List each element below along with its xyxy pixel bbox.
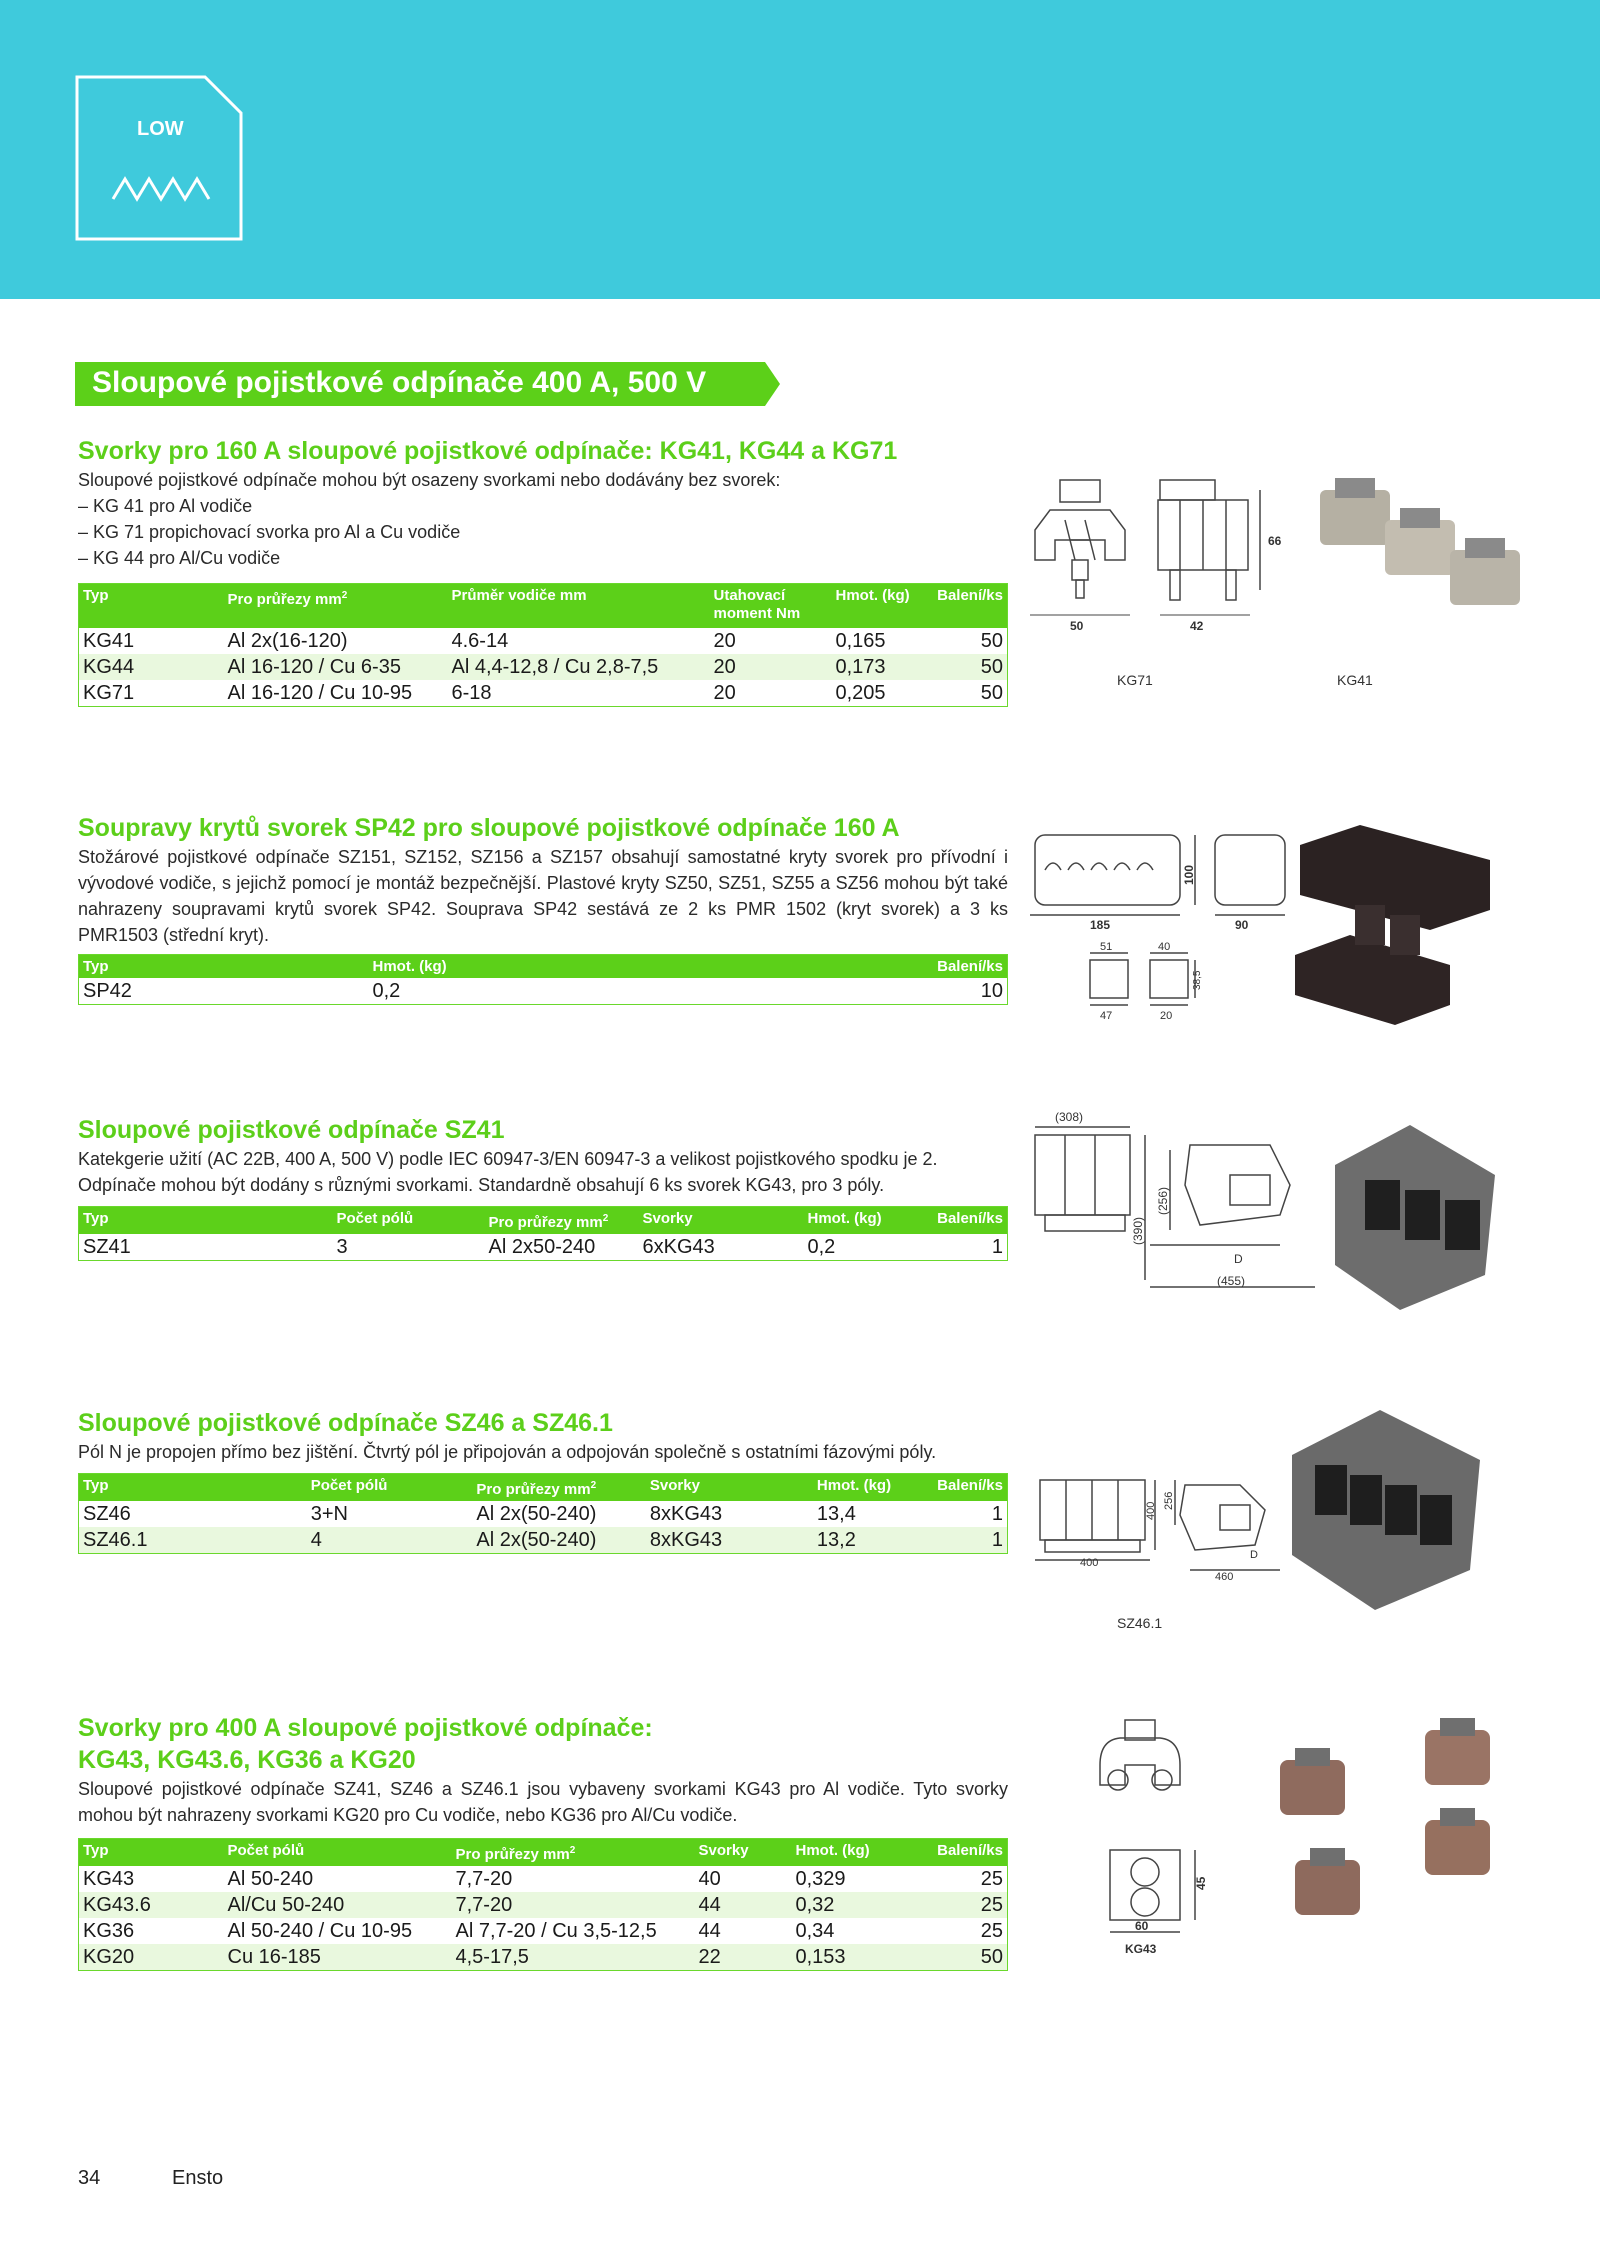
- dim-label: 42: [1190, 619, 1204, 633]
- table-row: SZ46 3+N Al 2x(50-240) 8xKG43 13,4 1: [83, 1503, 1003, 1525]
- svg-text:90: 90: [1235, 918, 1249, 932]
- svg-text:45: 45: [1194, 1876, 1208, 1890]
- table-row: KG41 Al 2x(16-120) 4.6-14 20 0,165 50: [83, 629, 1003, 652]
- svg-text:100: 100: [1182, 864, 1196, 885]
- table-row: KG43.6 Al/Cu 50-240 7,7-20 44 0,32 25: [79, 1892, 1008, 1918]
- sp42-cover-photo: [1295, 825, 1490, 1025]
- section-sz46: [78, 1407, 1008, 1554]
- svg-text:47: 47: [1100, 1010, 1113, 1022]
- table-row: KG44 Al 16-120 / Cu 6-35 Al 4,4-12,8 / Cu 2,8-7,5 20 0,173 50: [79, 654, 1008, 680]
- section-kg43-kg20: [78, 1712, 1008, 1971]
- svg-text:400: 400: [1080, 1557, 1099, 1569]
- section-kg41-kg44-kg71: [78, 435, 1008, 707]
- figure-caption: KG71: [1117, 672, 1153, 688]
- table-row: SZ41 3 Al 2x50-240 6xKG43 0,2 1: [83, 1236, 1003, 1258]
- svg-text:20: 20: [1160, 1010, 1173, 1022]
- sz46-drawings: [1030, 1400, 1565, 1630]
- figure-caption: SZ46.1: [1117, 1615, 1163, 1631]
- svg-text:185: 185: [1090, 918, 1111, 932]
- footer-brand: Ensto: [172, 2167, 224, 2189]
- section-title: Sloupové pojistkové odpínače SZ41: [78, 1116, 505, 1144]
- section-sz41: [78, 1114, 1008, 1261]
- dim-label: 50: [1070, 619, 1084, 633]
- category-badge: [75, 75, 243, 241]
- section-text: Katekgerie užití (AC 22B, 400 A, 500 V) podle IEC 60947-3/EN 60947-3 a velikost pojistkového spodku je 2. Odpínače mohou být dodány s různými svorkami. Standardně obsahují 6 ks svorek KG43, pro 3 póly.: [78, 1149, 938, 1195]
- svg-text:D: D: [1250, 1549, 1258, 1561]
- section-title: Svorky pro 400 A sloupové pojistkové odpínače: KG43, KG43.6, KG36 a KG20: [78, 1714, 653, 1774]
- svg-text:400: 400: [1145, 1501, 1157, 1520]
- svg-text:(308): (308): [1055, 1110, 1084, 1124]
- spec-table: Typ Hmot. (kg) Balení/ks SP42 0,2 10: [78, 954, 1008, 1005]
- spec-table: Typ Počet pólů Pro průřezy $mm^2$ Svorky Hmot. (kg) Balení/ks KG43 Al 50-240 7,7-20 40 0,329 25 KG43.6 Al/Cu 50-240 7,7-20 44 0,32 25 KG36 Al 50-240 / Cu 10-95 Al 7,7-20 / Cu 3,5-12,5 44 0,34 25 KG20 Cu 16-185 4,5-17,5 22 0,153 50: [78, 1838, 1008, 1971]
- svg-text:38,5: 38,5: [1192, 970, 1203, 990]
- wave-zigzag-icon: [113, 179, 209, 199]
- sp42-cover-drawings: [1030, 825, 1565, 1025]
- spec-table: Typ Počet pólů Pro průřezy $mm^2$ Svorky Hmot. (kg) Balení/ks SZ41 3 Al 2x50-240 6xKG43 0,2 1: [78, 1206, 1008, 1261]
- svg-text:(390): (390): [1131, 1216, 1145, 1245]
- table-row: KG20 Cu 16-185 4,5-17,5 22 0,153 50: [79, 1944, 1008, 1971]
- svg-text:51: 51: [1100, 941, 1113, 953]
- table-row: KG36 Al 50-240 / Cu 10-95 Al 7,7-20 / Cu 3,5-12,5 44 0,34 25: [83, 1920, 1003, 1942]
- page-title: Sloupové pojistkové odpínače 400 A, 500 V: [92, 366, 707, 399]
- svg-text:D: D: [1234, 1252, 1243, 1266]
- spec-table: Typ Pro průřezy $mm^2$ Průměr vodiče mm Utahovací moment Nm Hmot. (kg) Balení/ks KG41 Al 2x(16-120) 4.6-14 20 0,165 50 KG44 Al 16-120 / Cu 6-35 Al 4,4-12,8 / Cu 2,8-7,5 20 0,173 50 KG71 Al 16-120 / Cu 10-95 6-18 20 0,205 50: [78, 583, 1008, 707]
- dim-label: 66: [1268, 534, 1282, 548]
- badge-label: LOW: [137, 118, 184, 140]
- section-text: Pól N je propojen přímo bez jištění. Čtvrtý pól je připojován a odpojován společně s ostatními fázovými póly.: [78, 1442, 937, 1462]
- section-text: Stožárové pojistkové odpínače SZ151, SZ152, SZ156 a SZ157 obsahují samostatné kryty svorek pro přívodní i vývodové vodiče, s jejichž pomocí je montáž bezpečnější. Plastové kryty SZ50, SZ51, SZ55 a SZ56 mohou být také nahrazeny soupravami krytů svorek SP42. Souprava SP42 sestává ze 2 ks PMR 1502 (kryt svorek) a 3 ks PMR1503 (střední kryt).: [78, 847, 1008, 945]
- section-sp42: [78, 812, 1008, 1005]
- svg-text:460: 460: [1215, 1571, 1234, 1583]
- figure-caption: KG43: [1125, 1942, 1157, 1956]
- svg-text:(256): (256): [1156, 1186, 1170, 1215]
- kg-terminal-drawings: [1030, 470, 1565, 640]
- table-row: SZ46.1 4 Al 2x(50-240) 8xKG43 13,2 1: [79, 1527, 1008, 1554]
- sz46-photo: [1292, 1410, 1480, 1610]
- table-row: SP42 0,2 10: [83, 980, 1003, 1002]
- sz41-drawings: [1030, 1105, 1565, 1315]
- page-number: 34: [78, 2167, 101, 2189]
- svg-text:60: 60: [1135, 1919, 1149, 1933]
- section-text: Sloupové pojistkové odpínače mohou být osazeny svorkami nebo dodávány bez svorek: – KG 41 pro Al vodiče – KG 71 propichovací svorka pro Al a Cu vodiče – KG 44 pro Al/Cu vodiče: [78, 470, 781, 568]
- kg43-drawings: [1080, 1700, 1560, 1965]
- svg-text:40: 40: [1158, 941, 1171, 953]
- svg-text:256: 256: [1163, 1491, 1175, 1510]
- kg43-photo: [1280, 1718, 1490, 1915]
- svg-text:(455): (455): [1217, 1274, 1246, 1288]
- table-row: KG71 Al 16-120 / Cu 10-95 6-18 20 0,205 50: [83, 681, 1003, 704]
- sz41-photo: [1335, 1125, 1495, 1310]
- kg-terminal-photo: [1320, 478, 1520, 605]
- figure-caption: KG41: [1337, 672, 1373, 688]
- spec-table: Typ Počet pólů Pro průřezy $mm^2$ Svorky Hmot. (kg) Balení/ks SZ46 3+N Al 2x(50-240) 8xKG43 13,4 1 SZ46.1 4 Al 2x(50-240) 8xKG43 13,2 1: [78, 1473, 1008, 1554]
- section-title: Svorky pro 160 A sloupové pojistkové odpínače: KG41, KG44 a KG71: [78, 437, 898, 465]
- section-title: Sloupové pojistkové odpínače SZ46 a SZ46.1: [78, 1409, 613, 1437]
- section-title: Soupravy krytů svorek SP42 pro sloupové pojistkové odpínače 160 A: [78, 814, 900, 842]
- table-row: KG43 Al 50-240 7,7-20 40 0,329 25: [83, 1868, 1003, 1890]
- section-text: Sloupové pojistkové odpínače SZ41, SZ46 a SZ46.1 jsou vybaveny svorkami KG43 pro Al vodiče. Tyto svorky mohou být nahrazeny svorkami KG20 pro Cu vodiče, nebo KG36 pro Al/Cu vodiče.: [78, 1779, 1008, 1825]
